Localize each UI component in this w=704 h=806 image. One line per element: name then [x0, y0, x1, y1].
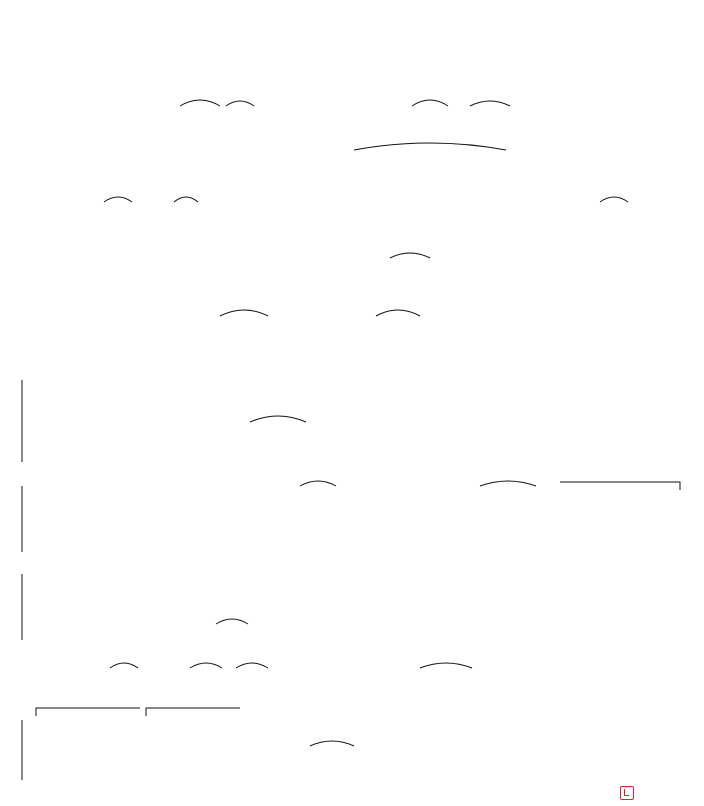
volta-bracket-2 — [36, 708, 140, 716]
slur-4 — [470, 101, 510, 106]
volta-bracket-end — [560, 482, 680, 490]
slur-6 — [104, 197, 132, 202]
slur-18 — [420, 663, 472, 668]
slur-11 — [376, 310, 420, 316]
slur-16 — [190, 663, 222, 668]
slur-8 — [600, 197, 628, 202]
slur-1 — [180, 100, 220, 106]
slur-3 — [412, 100, 448, 106]
volta-bracket-3 — [146, 708, 240, 716]
slur-19 — [110, 663, 138, 668]
slur-10 — [220, 310, 268, 316]
slur-13 — [300, 481, 336, 486]
slur-20 — [310, 741, 354, 746]
slur-12 — [250, 416, 306, 422]
slur-9 — [390, 253, 430, 258]
slur-15 — [216, 619, 248, 624]
slur-2 — [226, 101, 254, 106]
slur-5 — [354, 143, 506, 150]
slur-7 — [174, 197, 198, 202]
slur-14 — [480, 481, 536, 486]
slur-17 — [236, 663, 268, 668]
